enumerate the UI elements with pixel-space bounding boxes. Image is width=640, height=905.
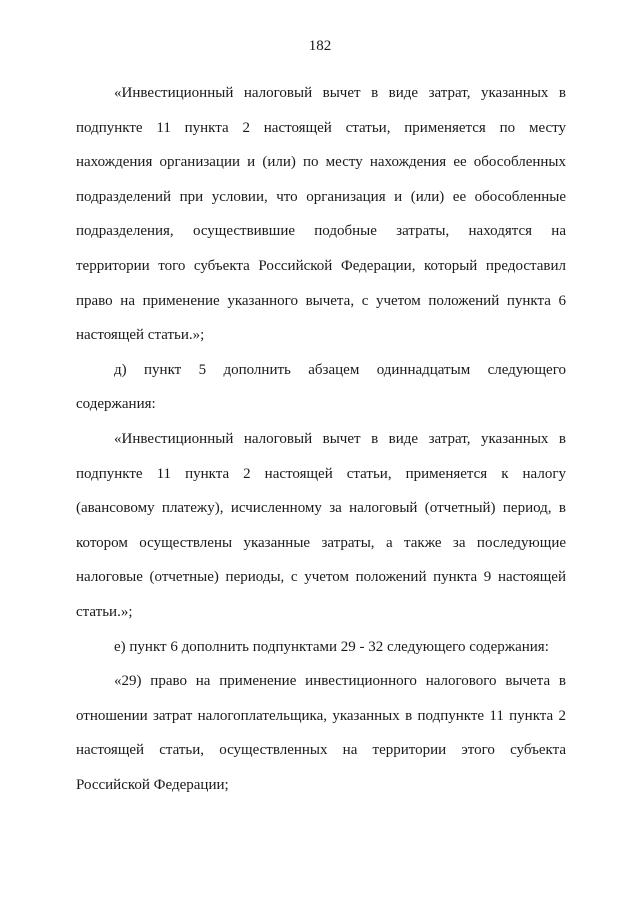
text-line: налоговые (отчетные) периоды, с учетом положений пункта 9 настоящей bbox=[76, 569, 566, 586]
paragraph-investment-deduction-application bbox=[76, 422, 566, 630]
paragraph-item-e bbox=[76, 630, 566, 665]
text-line: подразделения, осуществившие подобные затраты, находятся на bbox=[76, 223, 566, 240]
text-line: подпункте 11 пункта 2 настоящей статьи, применяется к налогу bbox=[76, 465, 566, 482]
text-line: «29) право на применение инвестиционного налогового вычета в bbox=[114, 673, 566, 690]
text-line: «Инвестиционный налоговый вычет в виде затрат, указанных в bbox=[114, 85, 566, 101]
document-body bbox=[76, 76, 566, 802]
text-line: отношении затрат налогоплательщика, указанных в подпункте 11 пункта 2 bbox=[76, 707, 566, 724]
text-line: нахождения организации и (или) по месту нахождения ее обособленных bbox=[76, 154, 566, 171]
text-line: (авансовому платежу), исчисленному за налоговый (отчетный) период, в bbox=[76, 500, 566, 517]
text-line: д) пункт 5 дополнить абзацем одиннадцатым следующего bbox=[114, 361, 566, 378]
page-number: 182 bbox=[308, 38, 332, 54]
text-line: е) пункт 6 дополнить подпунктами 29 - 32 следующего содержания: bbox=[114, 638, 549, 655]
paragraph-item-d bbox=[76, 353, 566, 422]
text-line: территории того субъекта Российской Федерации, который предоставил bbox=[76, 257, 566, 274]
text-line: содержания: bbox=[76, 396, 156, 413]
text-line: настоящей статьи.»; bbox=[76, 327, 205, 344]
text-line: статьи.»; bbox=[76, 603, 133, 620]
text-line: котором осуществлены указанные затраты, а также за последующие bbox=[76, 534, 566, 551]
text-line: «Инвестиционный налоговый вычет в виде затрат, указанных в bbox=[114, 430, 566, 447]
paragraph-investment-deduction-location bbox=[76, 76, 566, 353]
text-line: настоящей статьи, осуществленных на территории этого субъекта bbox=[76, 742, 566, 759]
text-line: подпункте 11 пункта 2 настоящей статьи, применяется по месту bbox=[76, 119, 566, 136]
text-line: право на применение указанного вычета, с учетом положений пункта 6 bbox=[76, 292, 566, 309]
paragraph-subitem-29 bbox=[76, 664, 566, 802]
text-line: подразделений при условии, что организация и (или) ее обособленные bbox=[76, 188, 566, 205]
text-line: Российской Федерации; bbox=[76, 776, 229, 793]
